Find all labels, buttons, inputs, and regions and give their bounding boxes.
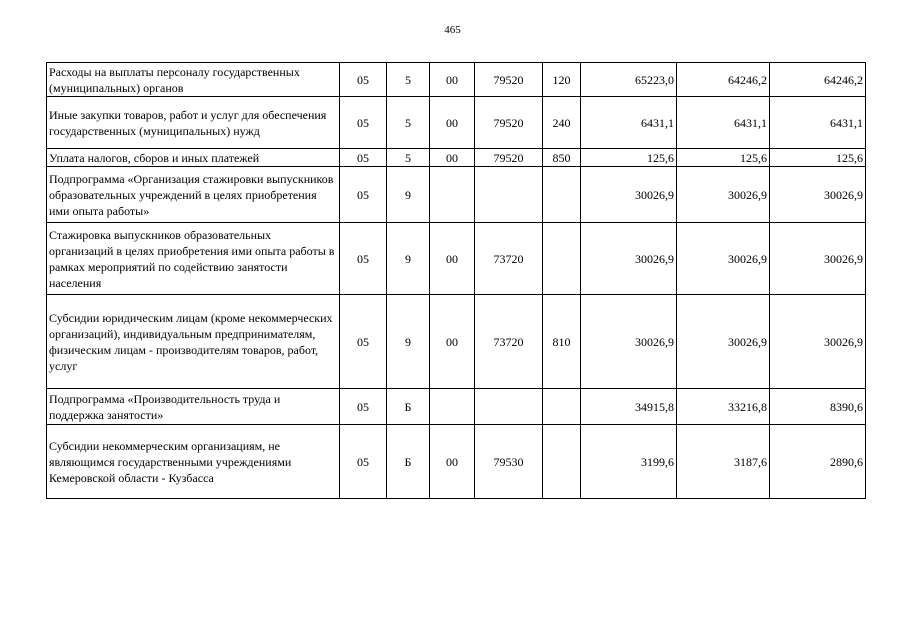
section-code: 05 (340, 425, 387, 499)
amount-year-3: 30026,9 (770, 223, 866, 295)
expense-type-code: 120 (543, 63, 581, 97)
amount-year-1: 34915,8 (581, 389, 677, 425)
item-code: 73720 (475, 223, 543, 295)
table-row (47, 389, 866, 425)
expense-type-code: 810 (543, 295, 581, 389)
amount-year-1: 65223,0 (581, 63, 677, 97)
expense-type-code: 850 (543, 149, 581, 167)
amount-year-2: 64246,2 (677, 63, 770, 97)
section-code: 05 (340, 223, 387, 295)
page-number: 465 (444, 24, 461, 36)
section-code: 05 (340, 167, 387, 223)
row-name: Подпрограмма «Производительность труда и поддержка занятости» (47, 389, 340, 425)
expense-type-code (543, 223, 581, 295)
amount-year-1: 125,6 (581, 149, 677, 167)
table-row (47, 223, 866, 295)
table-row (47, 63, 866, 97)
amount-year-3: 125,6 (770, 149, 866, 167)
row-name: Субсидии некоммерческим организациям, не являющимся государственными учреждениями Кемеровской области - Кузбасса (47, 425, 340, 499)
item-code (475, 389, 543, 425)
subprogram-code: 00 (430, 97, 475, 149)
section-code: 05 (340, 63, 387, 97)
amount-year-3: 6431,1 (770, 97, 866, 149)
program-code: Б (387, 425, 430, 499)
subprogram-code: 00 (430, 63, 475, 97)
item-code: 73720 (475, 295, 543, 389)
amount-year-2: 125,6 (677, 149, 770, 167)
expense-type-code (543, 389, 581, 425)
subprogram-code: 00 (430, 295, 475, 389)
item-code: 79520 (475, 97, 543, 149)
row-name: Стажировка выпускников образовательных организаций в целях приобретения ими опыта работы в рамках мероприятий по содействию занятости населения (47, 223, 340, 295)
amount-year-2: 30026,9 (677, 295, 770, 389)
table-row (47, 167, 866, 223)
expense-type-code: 240 (543, 97, 581, 149)
section-code: 05 (340, 389, 387, 425)
program-code: 9 (387, 223, 430, 295)
amount-year-1: 30026,9 (581, 295, 677, 389)
section-code: 05 (340, 295, 387, 389)
amount-year-1: 30026,9 (581, 223, 677, 295)
row-name: Субсидии юридическим лицам (кроме некоммерческих организаций), индивидуальным предпринимателям, физическим лицам - производителям товаров, работ, услуг (47, 295, 340, 389)
row-name: Уплата налогов, сборов и иных платежей (47, 149, 340, 167)
table-body (47, 63, 866, 499)
amount-year-3: 8390,6 (770, 389, 866, 425)
program-code: 9 (387, 167, 430, 223)
item-code: 79520 (475, 149, 543, 167)
table-row (47, 295, 866, 389)
amount-year-3: 64246,2 (770, 63, 866, 97)
amount-year-3: 30026,9 (770, 167, 866, 223)
table-row (47, 425, 866, 499)
item-code: 79530 (475, 425, 543, 499)
amount-year-2: 30026,9 (677, 223, 770, 295)
item-code: 79520 (475, 63, 543, 97)
amount-year-2: 6431,1 (677, 97, 770, 149)
program-code: Б (387, 389, 430, 425)
amount-year-3: 30026,9 (770, 295, 866, 389)
table-row (47, 97, 866, 149)
section-code: 05 (340, 97, 387, 149)
expense-type-code (543, 167, 581, 223)
subprogram-code: 00 (430, 149, 475, 167)
amount-year-2: 33216,8 (677, 389, 770, 425)
expense-type-code (543, 425, 581, 499)
section-code: 05 (340, 149, 387, 167)
program-code: 5 (387, 97, 430, 149)
row-name: Подпрограмма «Организация стажировки выпускников образовательных учреждений в целях приобретения ими опыта работы» (47, 167, 340, 223)
budget-table (46, 62, 866, 499)
table-row (47, 149, 866, 167)
amount-year-3: 2890,6 (770, 425, 866, 499)
program-code: 9 (387, 295, 430, 389)
row-name: Иные закупки товаров, работ и услуг для обеспечения государственных (муниципальных) нужд (47, 97, 340, 149)
row-name: Расходы на выплаты персоналу государственных (муниципальных) органов (47, 63, 340, 97)
item-code (475, 167, 543, 223)
amount-year-2: 3187,6 (677, 425, 770, 499)
subprogram-code (430, 167, 475, 223)
amount-year-1: 30026,9 (581, 167, 677, 223)
amount-year-1: 3199,6 (581, 425, 677, 499)
amount-year-2: 30026,9 (677, 167, 770, 223)
amount-year-1: 6431,1 (581, 97, 677, 149)
subprogram-code (430, 389, 475, 425)
subprogram-code: 00 (430, 425, 475, 499)
subprogram-code: 00 (430, 223, 475, 295)
program-code: 5 (387, 63, 430, 97)
program-code: 5 (387, 149, 430, 167)
